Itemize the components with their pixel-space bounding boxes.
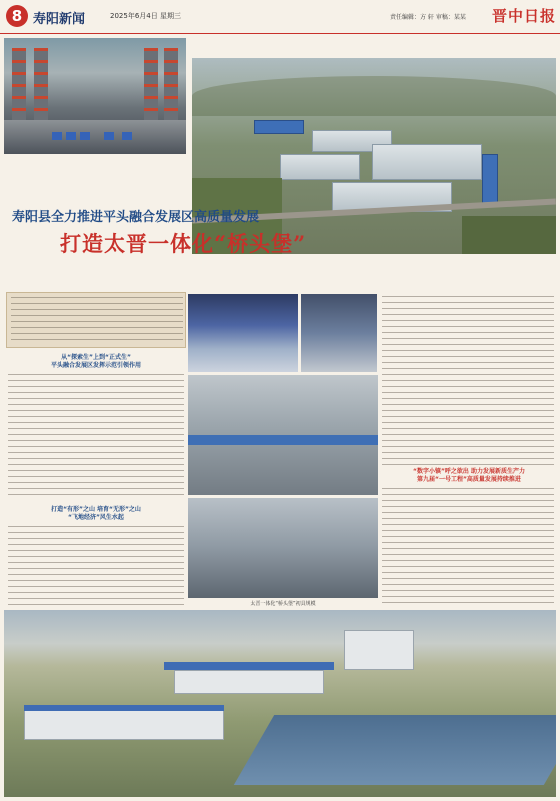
warehouse-photo [4, 38, 186, 154]
section-name: 寿阳新闻 [33, 12, 86, 27]
factory-floor-photo [188, 498, 378, 598]
production-line-photo [188, 375, 378, 495]
intro-box [6, 292, 186, 348]
newspaper-logo: 晋中日报 [492, 7, 557, 25]
headline-title: 打造太晋一体化“桥头堡” [60, 231, 307, 256]
article-text-col1b [8, 526, 184, 606]
section-heading-1: 从“探索生”上到“正式生” 平头融合发展区发挥示范引领作用 [50, 354, 141, 369]
mid-caption: 太晋一体化“桥头堡”初具规模 [250, 601, 316, 607]
issue-date: 2025年6月4日 星期三 [110, 12, 181, 20]
section-heading-2: 打造“有形”之山 培育“无形”之山 “飞地经济”风生水起 [51, 506, 141, 521]
data-center-photo [301, 294, 377, 372]
article-text-col1a [8, 374, 184, 500]
section-heading-3: “数字小镇”呼之欲出 助力发展新质生产力 第九届“一号工程”高质量发展持续推进 [413, 468, 525, 483]
article-text-col3b [382, 488, 554, 604]
exhibition-hall-photo [188, 294, 298, 372]
masthead [0, 0, 560, 34]
city-aerial-photo [4, 610, 556, 797]
page-number: 8 [6, 5, 28, 27]
staff-credits: 责任编辑：方 轩 审稿：某某 [390, 14, 466, 21]
headline-subtitle: 寿阳县全力推进平头融合发展区高质量发展 [12, 210, 260, 225]
article-text-col3a [382, 296, 554, 466]
